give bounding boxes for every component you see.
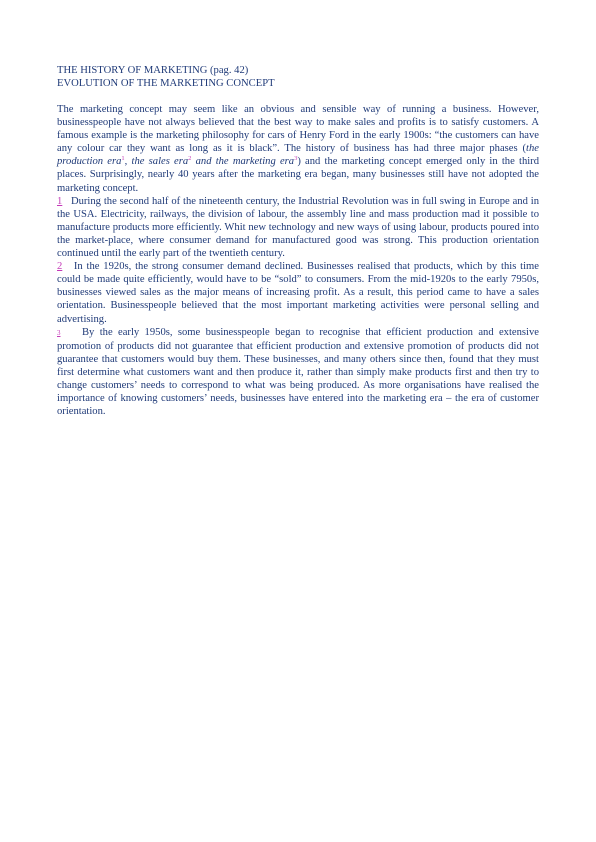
document-page	[57, 64, 539, 418]
section-paragraph-production	[57, 195, 539, 260]
phase-production-era: the production era	[57, 143, 539, 168]
footnote-ref-2[interactable]: 2	[188, 155, 192, 163]
phase-marketing-era: the marketing era	[215, 156, 295, 168]
footnote-ref-3[interactable]: 3	[294, 155, 298, 163]
intro-paragraph	[57, 103, 539, 195]
phase-sales-era: the sales era	[131, 156, 189, 168]
section-marker-3[interactable]: 3	[57, 328, 61, 337]
section-paragraph-marketing	[57, 326, 539, 419]
section-marker-1[interactable]: 1	[57, 195, 63, 207]
section-text-marketing: By the early 1950s, some businesspeople began to recognise that efficient production and extensive promotion of products did not guarantee that efficient production and extensive promotion of products did not guarantee that customers would buy them. These businesses, and many others since then, found that they must first determine what customers want and then produce it, rather than simply make products first and then try to change customers’ needs to correspond to what was being produced. As more organisations have realised the importance of knowing customers’ needs, businesses have entered into the marketing era – the era of customer orientation.	[57, 326, 539, 418]
footnote-ref-1[interactable]: 1	[121, 155, 125, 163]
phase-separator-1: ,	[124, 156, 132, 168]
document-subtitle: EVOLUTION OF THE MARKETING CONCEPT	[57, 78, 275, 89]
section-text-production: During the second half of the nineteenth century, the Industrial Revolution was in full swing in Europe and in the USA. Electricity, railways, the division of labour, the assembly line and mass production mad it possible to manufacture products more efficiently. Whit new technology and new ways of using labour, products poured into the market-place, where consumer demand for manufactured good was strong. This production orientation continued until the early part of the twentieth century.	[57, 195, 540, 260]
section-marker-2[interactable]: 2	[57, 261, 63, 273]
section-text-sales: In the 1920s, the strong consumer demand declined. Businesses realised that products, which by this time could be made quite efficiently, would have to be “sold” to consumers. From the mid-1920s to the early 7950s, businesses viewed sales as the major means of increasing profit. As a result, this period came to have a sales orientation. Businesspeople believed that the most important marketing activities were personal selling and advertising.	[57, 261, 539, 325]
intro-text-after: ) and the marketing concept emerged only in the third places. Surprisingly, nearly 40 years after the marketing era began, many businesses still have not adopted the marketing concept.	[57, 156, 540, 194]
phase-separator-2: and	[191, 156, 216, 168]
intro-text-before: The marketing concept may seem like an obvious and sensible way of running a business. However, businesspeople have not always believed that the best way to make sales and profits is to satisfy customers. A famous example is the marketing philosophy for cars of Henry Ford in the early 1900s: “the customers can have any colour car they want as long as it is black”. The history of business has had three major phases (	[57, 104, 539, 155]
section-paragraph-sales	[57, 260, 539, 325]
document-title: THE HISTORY OF MARKETING (pag. 42)	[57, 65, 249, 76]
